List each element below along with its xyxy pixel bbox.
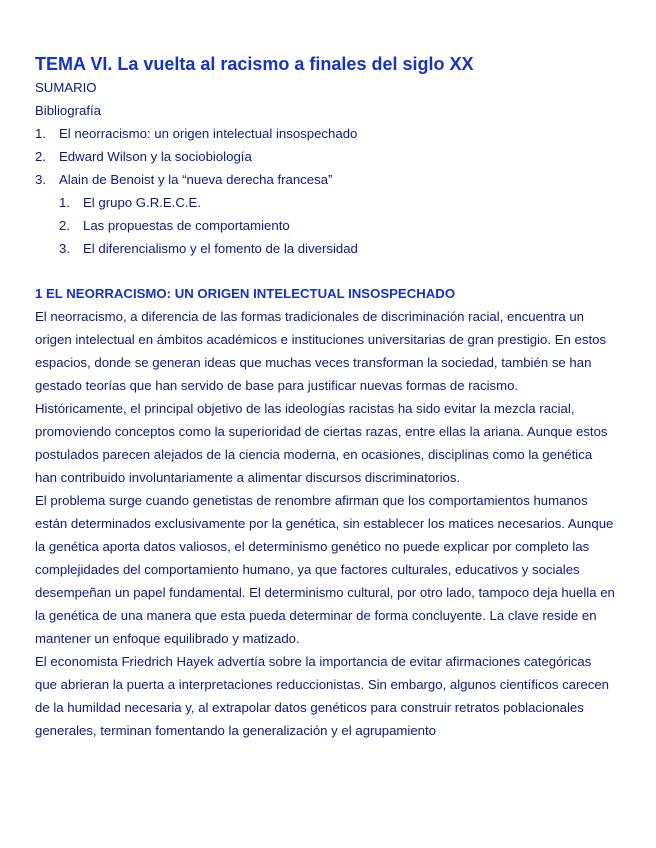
toc-subitem-number: 1. (59, 195, 70, 210)
document-title: TEMA VI. La vuelta al racismo a finales del siglo XX (35, 54, 474, 74)
toc-item (35, 168, 621, 191)
paragraph: El economista Friedrich Hayek advertía sobre la importancia de evitar afirmaciones categóricas que abrieran la puerta a interpretaciones reduccionistas. Sin embargo, algunos científicos carecen de la humildad necesaria y, al extrapolar datos genéticos para construir retratos poblacionales generales, terminan fomentando la generalización y el agrupamiento (35, 654, 609, 738)
toc-subitem-text: El grupo G.R.E.C.E. (83, 195, 201, 210)
toc-subitem (59, 191, 621, 214)
toc-subitem-number: 2. (59, 218, 70, 233)
toc-subitem (59, 214, 621, 237)
toc-item-text: Alain de Benoist y la “nueva derecha francesa” (59, 172, 333, 187)
toc-subitem-text: El diferencialismo y el fomento de la diversidad (83, 241, 358, 256)
toc-subitem-number: 3. (59, 241, 70, 256)
section-heading: 1 EL NEORRACISMO: UN ORIGEN INTELECTUAL INSOSPECHADO (35, 286, 456, 301)
table-of-contents (35, 122, 621, 191)
toc-item (35, 145, 621, 168)
toc-subitem-text: Las propuestas de comportamiento (83, 218, 290, 233)
paragraph: Históricamente, el principal objetivo de las ideologías racistas ha sido evitar la mezcla racial, promoviendo conceptos como la superioridad de ciertas razas, entre ellas la ariana. Aunque estos postulados parecen alejados de la ciencia moderna, en ocasiones, disciplinas como la genética han contribuido involuntariamente a alimentar discursos discriminatorios. (35, 401, 608, 485)
toc-item-number: 2. (35, 149, 46, 164)
paragraph: El neorracismo, a diferencia de las formas tradicionales de discriminación racial, encuentra un origen intelectual en ámbitos académicos e instituciones universitarias de gran prestigio. En estos espacios, donde se generan ideas que muchas veces transforman la sociedad, también se han gestado teorías que han servido de base para justificar nuevas formas de racismo. (35, 309, 607, 393)
toc-item-number: 1. (35, 126, 46, 141)
toc-item-text: El neorracismo: un origen intelectual insospechado (59, 126, 358, 141)
table-of-contents-subitems (35, 191, 621, 260)
summary-label: SUMARIO (35, 80, 97, 95)
toc-item-number: 3. (35, 172, 46, 187)
document-page (35, 52, 621, 742)
toc-subitem (59, 237, 621, 260)
toc-item-text: Edward Wilson y la sociobiología (59, 149, 252, 164)
bibliography-label: Bibliografía (35, 103, 101, 118)
paragraph: El problema surge cuando genetistas de renombre afirman que los comportamientos humanos están determinados exclusivamente por la genética, sin establecer los matices necesarios. Aunque la genética aporta datos valiosos, el determinismo genético no puede explicar por completo las complejidades del comportamiento humano, ya que factores culturales, educativos y sociales desempeñan un papel fundamental. El determinismo cultural, por otro lado, tampoco deja huella en la genética de una manera que esta pueda determinar de forma concluyente. La clave reside en mantener un enfoque equilibrado y matizado. (35, 493, 615, 646)
toc-item (35, 122, 621, 145)
